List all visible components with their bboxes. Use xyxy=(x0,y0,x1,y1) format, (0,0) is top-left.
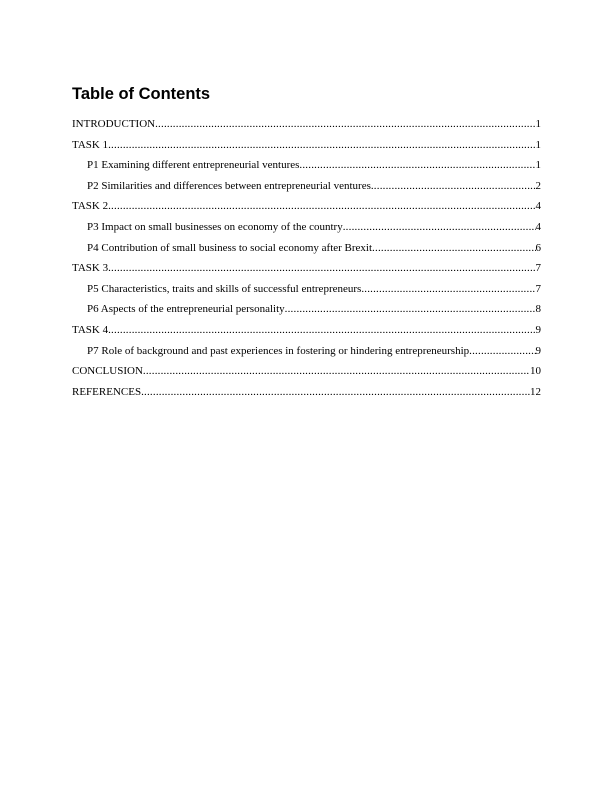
toc-entry-label: INTRODUCTION xyxy=(72,118,156,130)
toc-entry-task-4[interactable] xyxy=(72,322,541,343)
toc-dot-leader xyxy=(371,178,536,194)
toc-dot-leader xyxy=(108,322,535,338)
toc-page-number: 4 xyxy=(535,220,541,233)
toc-dot-leader xyxy=(299,157,535,173)
toc-page-number: 8 xyxy=(535,303,541,316)
toc-page-number: 1 xyxy=(535,118,541,130)
toc-entry-label: P1 Examining different entrepreneurial ventures xyxy=(87,159,300,172)
toc-page-number: 9 xyxy=(535,323,541,336)
toc-title: Table of Contents xyxy=(72,85,211,103)
toc-dot-leader xyxy=(108,198,535,214)
toc-dot-leader xyxy=(108,137,535,153)
toc-entry-task-3[interactable] xyxy=(72,260,541,281)
toc-entry-p2[interactable] xyxy=(72,178,541,199)
toc-page-number: 2 xyxy=(535,179,541,192)
toc-dot-leader xyxy=(108,260,535,276)
toc-entry-label: TASK 2 xyxy=(72,200,109,213)
toc-page-number: 9 xyxy=(535,344,541,357)
toc-dot-leader xyxy=(469,343,535,359)
toc-entry-label: TASK 3 xyxy=(72,262,109,275)
toc-dot-leader xyxy=(343,219,536,235)
toc-entry-introduction[interactable] xyxy=(72,116,541,137)
toc-dot-leader xyxy=(285,301,536,317)
toc-dot-leader xyxy=(372,240,535,256)
toc-page-number: 10 xyxy=(530,365,541,378)
toc-list xyxy=(72,116,541,404)
toc-entry-label: P2 Similarities and differences between entrepreneurial ventures xyxy=(87,179,371,192)
toc-entry-label: P3 Impact on small businesses on economy of the country xyxy=(87,220,343,233)
toc-entry-p7[interactable] xyxy=(72,343,541,364)
toc-page-number: 1 xyxy=(535,138,541,151)
toc-entry-p3[interactable] xyxy=(72,219,541,240)
toc-entry-label: P4 Contribution of small business to social economy after Brexit xyxy=(87,241,373,254)
toc-entry-p4[interactable] xyxy=(72,240,541,261)
toc-page-number: 7 xyxy=(535,262,541,275)
toc-entry-p5[interactable] xyxy=(72,281,541,302)
toc-entry-references[interactable] xyxy=(72,384,541,405)
toc-page-number: 7 xyxy=(535,282,541,295)
toc-entry-task-2[interactable] xyxy=(72,198,541,219)
toc-entry-task-1[interactable] xyxy=(72,137,541,158)
toc-entry-label: TASK 4 xyxy=(72,323,109,336)
toc-entry-label: P6 Aspects of the entrepreneurial personality xyxy=(87,303,285,316)
toc-entry-label: P7 Role of background and past experiences in fostering or hindering entrepreneurship xyxy=(87,344,470,357)
toc-page-number: 4 xyxy=(535,200,541,213)
toc-dot-leader xyxy=(143,363,530,379)
toc-entry-conclusion[interactable] xyxy=(72,363,541,384)
toc-entry-label: REFERENCES xyxy=(72,385,142,398)
toc-page-number: 12 xyxy=(530,385,541,398)
toc-page-number: 1 xyxy=(535,159,541,172)
toc-dot-leader xyxy=(155,116,535,132)
toc-dot-leader xyxy=(141,384,530,400)
toc-entry-label: TASK 1 xyxy=(72,138,109,151)
toc-entry-label: P5 Characteristics, traits and skills of successful entrepreneurs xyxy=(87,282,362,295)
toc-entry-label: CONCLUSION xyxy=(72,365,143,378)
toc-dot-leader xyxy=(361,281,535,297)
toc-entry-p6[interactable] xyxy=(72,301,541,322)
toc-page-number: 6 xyxy=(535,241,541,254)
toc-entry-p1[interactable] xyxy=(72,157,541,178)
